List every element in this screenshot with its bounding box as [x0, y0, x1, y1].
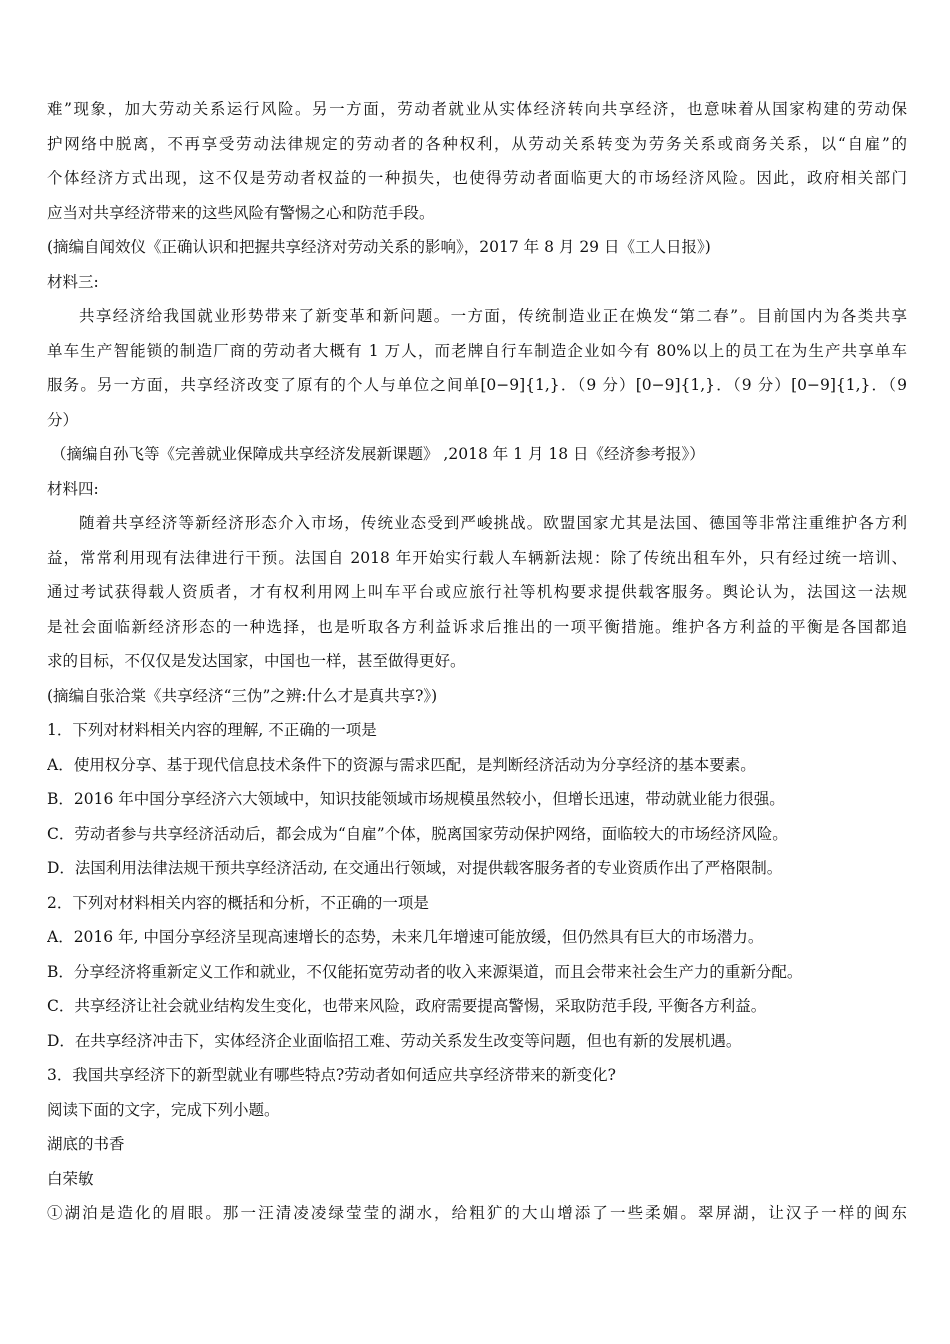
- material-2-tail: [47, 92, 907, 230]
- reading-intro: 阅读下面的文字，完成下列小题。: [47, 1100, 280, 1119]
- question-3: 3．我国共享经济下的新型就业有哪些特点?劳动者如何适应共享经济带来的新变化?: [47, 1066, 616, 1084]
- question-1: [47, 713, 907, 886]
- paragraph-line: 求的目标，不仅仅是发达国家，中国也一样，甚至做得更好。: [47, 652, 466, 670]
- paragraph-line: 益，常常利用现有法律进行干预。法国自 2018 年开始实行载人车辆新法规：除了传统出租车外，只有经过统一培训、: [47, 548, 907, 567]
- question-stem: 1．下列对材料相关内容的理解, 不正确的一项是: [47, 721, 377, 739]
- question-stem: 2．下列对材料相关内容的概括和分析，不正确的一项是: [47, 893, 429, 912]
- material-3-body: [47, 299, 907, 437]
- essay-title: 湖底的书香: [47, 1135, 125, 1153]
- material-4-source: (摘编自张洽棠《共享经济“三伪”之辨:什么才是真共享?》): [47, 686, 438, 705]
- essay-paragraph-1: ①湖泊是造化的眉眼。那一汪清凌凌绿莹莹的湖水，给粗犷的大山增添了一些柔媚。翠屏湖，让汉子一样的闽东: [47, 1204, 907, 1222]
- paragraph-line: 护网络中脱离，不再享受劳动法律规定的劳动者的各种权利，从劳动关系转变为劳务关系或商务关系，以“自雇”的: [47, 134, 907, 153]
- paragraph-line: 分）: [47, 410, 79, 429]
- paragraph-line: 个体经济方式出现，这不仅是劳动者权益的一种损失，也使得劳动者面临更大的市场经济风险。因此，政府相关部门: [47, 169, 907, 187]
- essay-author: 白荣敏: [47, 1169, 94, 1188]
- option-d: D．在共享经济冲击下，实体经济企业面临招工难、劳动关系发生改变等问题，但也有新的发展机遇。: [47, 1031, 742, 1050]
- material-3-heading: 材料三:: [47, 272, 99, 291]
- option-c: C．共享经济让社会就业结构发生变化，也带来风险，政府需要提高警惕，采取防范手段, 平衡各方利益。: [47, 997, 767, 1015]
- option-b: B．2016 年中国分享经济六大领域中，知识技能领域市场规模虽然较小，但增长迅速，带动就业能力很强。: [47, 790, 785, 808]
- exam-page: [47, 92, 907, 1231]
- paragraph-line: 随着共享经济等新经济形态介入市场，传统业态受到严峻挑战。欧盟国家尤其是法国、德国等非常注重维护各方利: [79, 514, 907, 532]
- paragraph-line: 服务。另一方面，共享经济改变了原有的个人与单位之间单[0−9]{1,}．（9 分）[0−9]{1,}．（9 分）[0−9]{1,}．（9: [47, 376, 907, 394]
- material-4-body: [47, 506, 907, 679]
- material-4-heading: 材料四:: [47, 479, 99, 498]
- material-2-source: (摘编自闻效仪《正确认识和把握共享经济对劳动关系的影响》，2017 年 8 月 29 日《工人日报》): [47, 238, 711, 256]
- paragraph-line: 是社会面临新经济形态的一种选择，也是听取各方利益诉求后推出的一项平衡措施。维护各方利益的平衡是各国都追: [47, 617, 907, 636]
- paragraph-line: 难”现象，加大劳动关系运行风险。另一方面，劳动者就业从实体经济转向共享经济，也意味着从国家构建的劳动保: [47, 100, 907, 118]
- option-d: D．法国利用法律法规干预共享经济活动, 在交通出行领域，对提供载客服务者的专业资质作出了严格限制。: [47, 859, 783, 877]
- option-a: A．2016 年, 中国分享经济呈现高速增长的态势，未来几年增速可能放缓，但仍然具有巨大的市场潜力。: [47, 928, 764, 946]
- question-2: [47, 886, 907, 1059]
- paragraph-line: 单车生产智能锁的制造厂商的劳动者大概有 1 万人，而老牌自行车制造企业如今有 80%以上的员工在为生产共享单车: [47, 341, 907, 360]
- option-c: C．劳动者参与共享经济活动后，都会成为“自雇”个体，脱离国家劳动保护网络，面临较大的市场经济风险。: [47, 824, 788, 843]
- paragraph-line: 共享经济给我国就业形势带来了新变革和新问题。一方面，传统制造业正在焕发“第二春”。目前国内为各类共享: [79, 307, 907, 325]
- option-a: A．使用权分享、基于现代信息技术条件下的资源与需求匹配，是判断经济活动为分享经济的基本要素。: [47, 755, 756, 774]
- material-3-source: （摘编自孙飞等《完善就业保障成共享经济发展新课题》 ,2018 年 1 月 18 日《经济参考报》）: [51, 445, 705, 463]
- option-b: B．分享经济将重新定义工作和就业，不仅能拓宽劳动者的收入来源渠道，而且会带来社会生产力的重新分配。: [47, 962, 803, 981]
- paragraph-line: 通过考试获得载人资质者，才有权利用网上叫车平台或应旅行社等机构要求提供载客服务。舆论认为，法国这一法规: [47, 583, 907, 601]
- paragraph-line: 应当对共享经济带来的这些风险有警惕之心和防范手段。: [47, 203, 435, 222]
